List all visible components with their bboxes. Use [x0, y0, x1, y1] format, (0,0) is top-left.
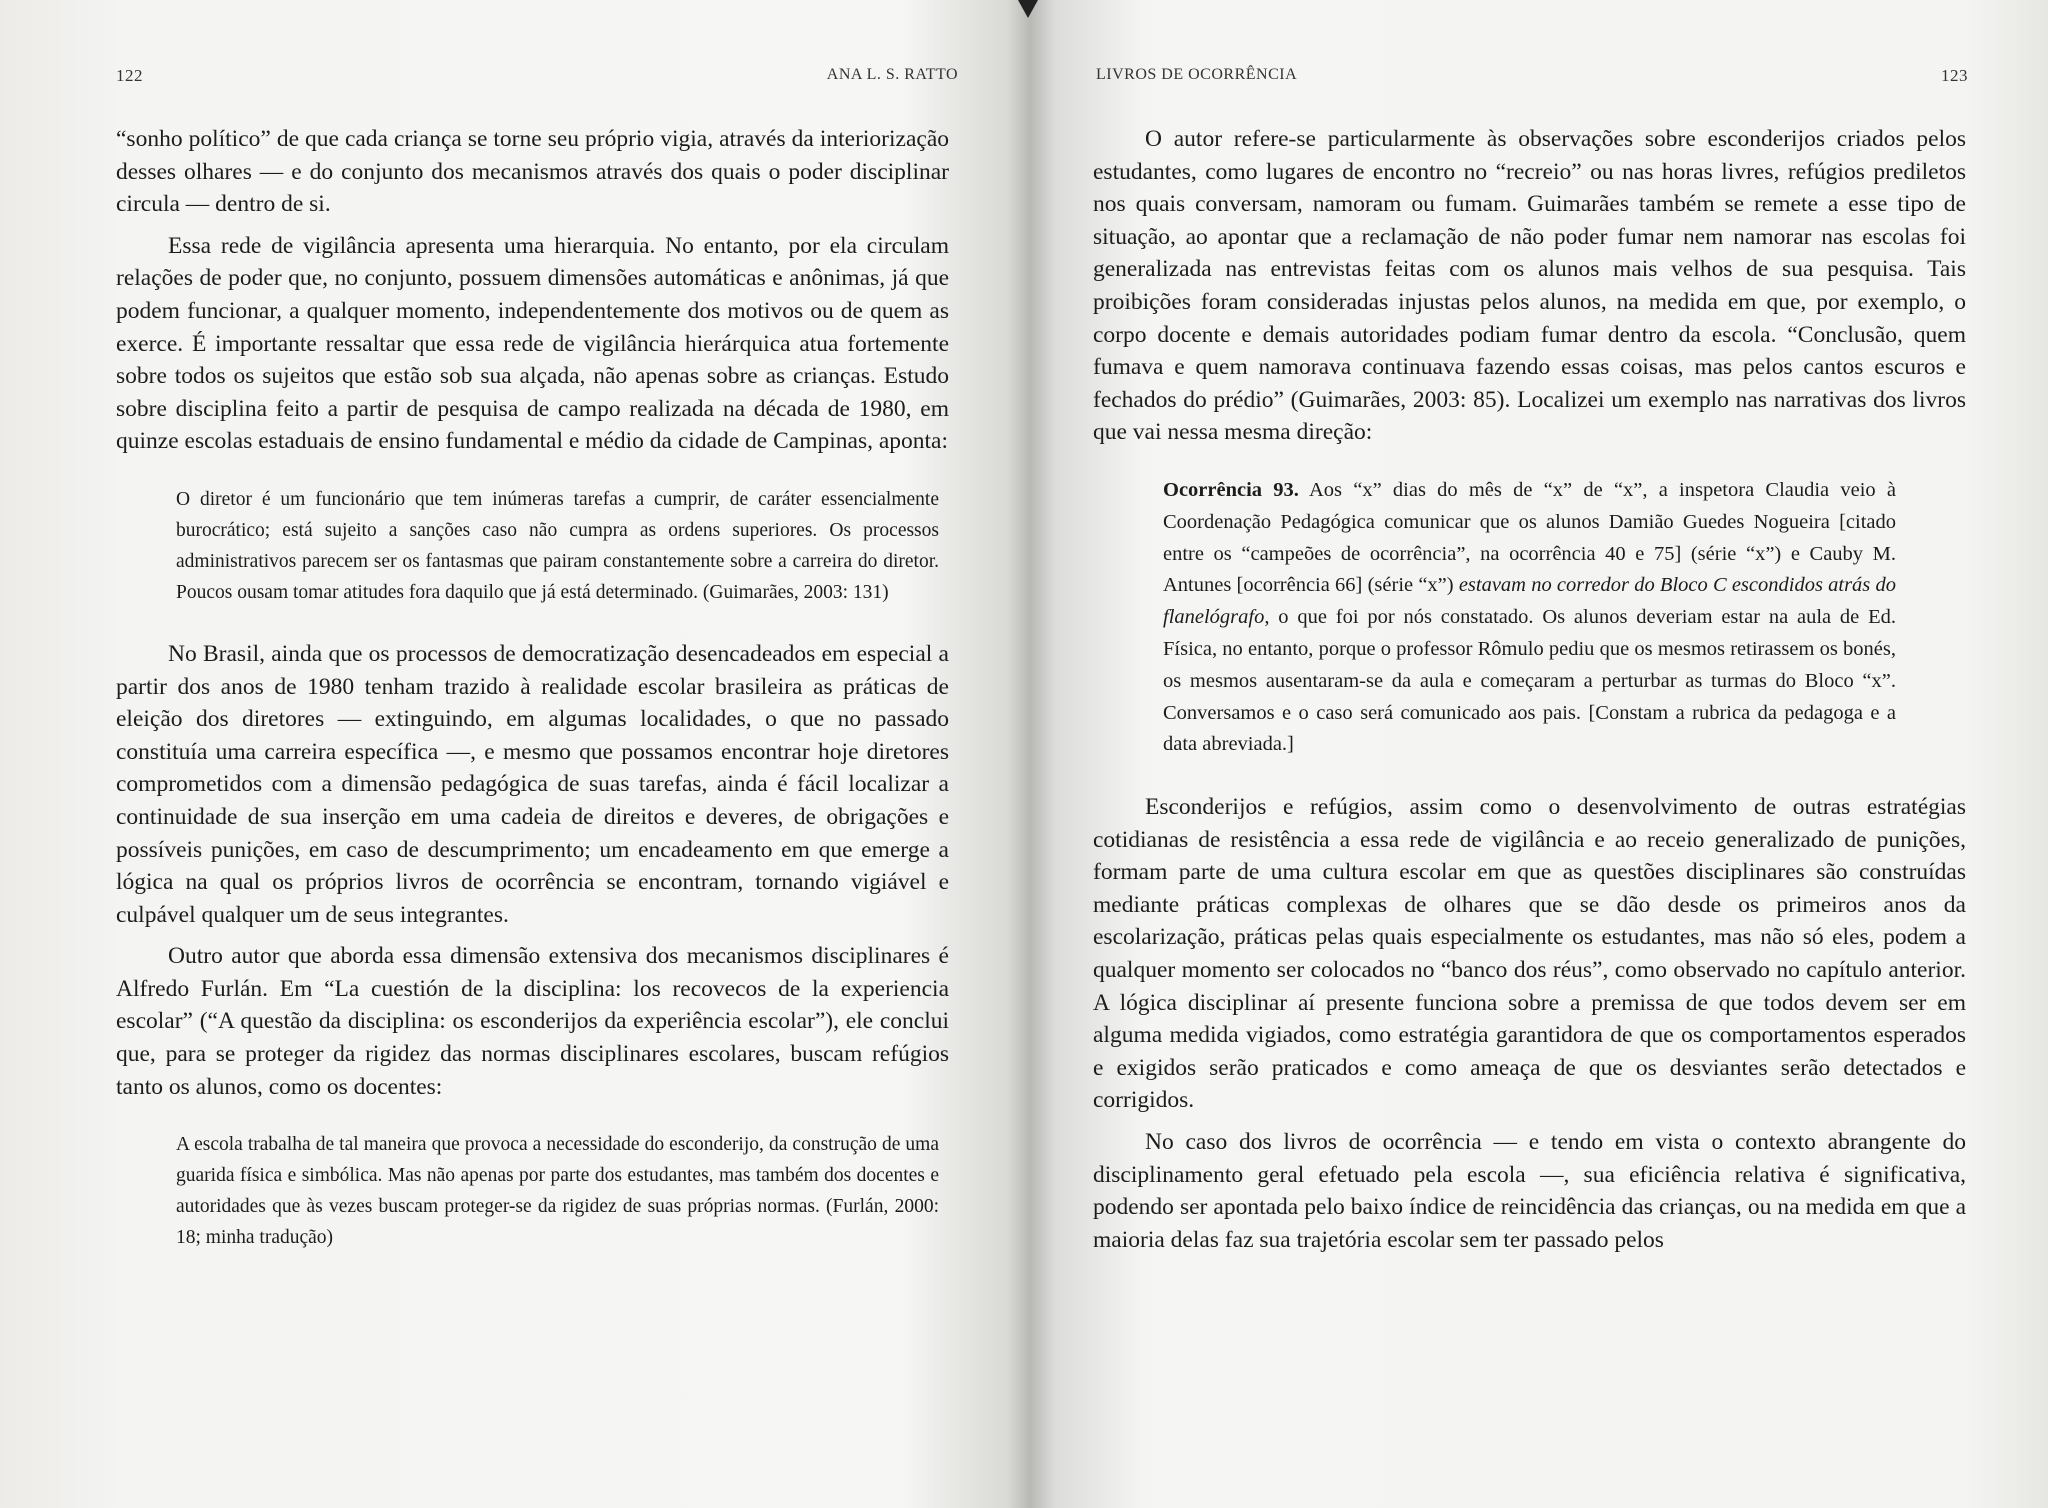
left-running-head: ANA L. S. RATTO [826, 66, 958, 83]
right-running-head: LIVROS DE OCORRÊNCIA [1096, 66, 1298, 83]
paragraph: Outro autor que aborda essa dimensão extensiva dos mecanismos disciplinares é Alfredo Furlán. Em “La cuestión de la disciplina: los recovecos de la experiencia escolar” (“A questão da disciplina: os esconderijos da experiência escolar”), ele conclui que, para se proteger da rigidez das normas disciplinares escolares, buscam refúgios tanto os alunos, como os docentes: [116, 943, 949, 1100]
right-page-number: 123 [1941, 66, 1968, 85]
left-page-body [116, 123, 949, 1283]
right-page-body [1093, 123, 1966, 1265]
occurrence-label: Ocorrência 93. [1163, 478, 1299, 501]
left-page-number: 122 [116, 66, 143, 85]
paragraph: Esconderijos e refúgios, assim como o desenvolvimento de outras estratégias cotidianas de resistência a essa rede de vigilância e ao receio generalizado de punições, formam parte de uma cultura escolar em que as questões disciplinares são construídas mediante práticas complexas de olhares que se dão desde os primeiros anos da escolarização, práticas pelas quais especialmente os estudantes, mas não só eles, podem a qualquer momento ser colocados no “banco dos réus”, como observado no capítulo anterior. A lógica disciplinar aí presente funciona sobre a premissa de que todos devem ser em alguma medida vigiados, como estratégia garantidora de que os comportamentos esperados e exigidos serão praticados e como ameaça de que os desviantes serão detectados e corrigidos. [1093, 794, 1966, 1114]
occurrence-quote [1163, 475, 1896, 761]
occurrence-text: , o que foi por nós constatado. Os alunos deveriam estar na aula de Ed. Física, no entanto, porque o professor Rômulo pediu que os mesmos retirassem os bonés, os mesmos ausentaram-se da aula e começaram a perturbar as turmas do Bloco “x”. Conversamos e o caso será comunicado aos pais. [Constam a rubrica da pedagoga e a data abreviada.] [1163, 606, 1896, 756]
occurrence-italic: estavam no corredor do Bloco C escondidos atrás do flanelógrafo [1163, 574, 1896, 629]
block-quote: A escola trabalha de tal maneira que provoca a necessidade do esconderijo, da construção de uma guarida física e simbólica. Mas não apenas por parte dos estudantes, mas também dos docentes e autoridades que às vezes buscam proteger-se da rigidez de suas próprias normas. (Furlán, 2000: 18; minha tradução) [176, 1134, 939, 1249]
spine-fold [1018, 0, 1038, 18]
paragraph: “sonho político” de que cada criança se torne seu próprio vigia, através da interiorização desses olhares — e do conjunto dos mecanismos através dos quais o poder disciplinar circula — dentro de si. [116, 126, 949, 218]
paragraph: Essa rede de vigilância apresenta uma hierarquia. No entanto, por ela circulam relações de poder que, no conjunto, possuem dimensões automáticas e anônimas, já que podem funcionar, a qualquer momento, independentemente dos motivos ou de quem as exerce. É importante ressaltar que essa rede de vigilância hierárquica atua fortemente sobre todos os sujeitos que estão sob sua alçada, não apenas sobre as crianças. Estudo sobre disciplina feito a partir de pesquisa de campo realizada na década de 1980, em quinze escolas estaduais de ensino fundamental e médio da cidade de Campinas, aponta: [116, 232, 949, 455]
paragraph: No Brasil, ainda que os processos de democratização desencadeados em especial a partir dos anos de 1980 tenham trazido à realidade escolar brasileira as práticas de eleição dos diretores — extinguindo, em algumas localidades, o que no passado constituía uma carreira específica —, e mesmo que possamos encontrar hoje diretores comprometidos com a dimensão pedagógica de suas tarefas, ainda é fácil localizar a continuidade de sua inserção em uma cadeia de direitos e deveres, de obrigações e possíveis punições, em caso de descumprimento; um encadeamento em que emerge a lógica na qual os próprios livros de ocorrência se encontram, tornando vigiável e culpável qualquer um de seus integrantes. [116, 640, 949, 928]
paragraph: No caso dos livros de ocorrência — e tendo em vista o contexto abrangente do disciplinamento geral efetuado pela escola —, sua eficiência relativa é significativa, podendo ser apontada pelo baixo índice de reincidência das crianças, ou na medida em que a maioria delas faz sua trajetória escolar sem ter passado pelos [1093, 1129, 1966, 1253]
paragraph: O autor refere-se particularmente às observações sobre esconderijos criados pelos estudantes, como lugares de encontro no “recreio” ou nas horas livres, refúgios prediletos nos quais conversam, namoram ou fumam. Guimarães também se remete a esse tipo de situação, ao apontar que a reclamação de não poder fumar nem namorar nas escolas foi generalizada nas entrevistas feitas com os alunos mais velhos de sua pesquisa. Tais proibições foram consideradas injustas pelos alunos, na medida em que, por exemplo, o corpo docente e demais autoridades podiam fumar dentro da escola. “Conclusão, quem fumava e quem namorava continuava fazendo essas coisas, mas pelos cantos escuros e fechados do prédio” (Guimarães, 2003: 85). Localizei um exemplo nas narrativas dos livros que vai nessa mesma direção: [1093, 126, 1966, 446]
block-quote: O diretor é um funcionário que tem inúmeras tarefas a cumprir, de caráter essencialmente burocrático; está sujeito a sanções caso não cumpra as ordens superiores. Os processos administrativos parecem ser os fantasmas que pairam constantemente sobre a carreira do diretor. Poucos ousam tomar atitudes fora daquilo que já está determinado. (Guimarães, 2003: 131) [176, 488, 939, 603]
right-page [1040, 0, 2048, 1508]
occurrence-text: Aos “x” dias do mês de “x” de “x”, a inspetora Claudia veio à Coordenação Pedagógica comunicar que os alunos Damião Guedes Nogueira [citado entre os “campeões de ocorrência”, na ocorrência 40 e 75] (série “x”) e Cauby M. Antunes [ocorrência 66] (série “x”) [1163, 478, 1896, 597]
left-page [0, 0, 1010, 1508]
